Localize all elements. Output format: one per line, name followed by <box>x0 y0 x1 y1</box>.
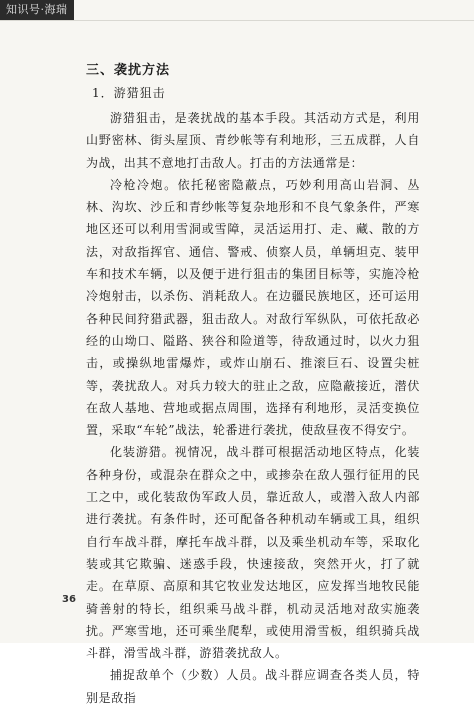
watermark: 知识号·海瑞 <box>0 0 74 20</box>
paragraph-intro: 游猎狙击，是袭扰战的基本手段。其活动方式是，利用山野密林、街头屋顶、青纱帐等有利地形，三五成群，人自为战，出其不意地打击敌人。打击的方法通常是： <box>86 111 420 170</box>
paragraph-cold-shots: 冷枪冷炮。依托秘密隐蔽点，巧妙利用高山岩洞、丛林、沟坎、沙丘和青纱帐等复杂地形和不良气象条件，严寒地区还可以利用雪洞或雪障，灵活运用打、走、藏、散的方法，对敌指挥官、通信、警戒、侦察人员，单辆坦克、装甲车和技术车辆，以及便于进行狙击的集团目标等，实施冷枪冷炮射击，以杀伤、消耗敌人。在边疆民族地区，还可运用各种民间狩猎武器，狙击敌人。对敌行军纵队，可依托敌必经的山坳口、隘路、狭谷和险道等，待敌通过时，以火力狙击，或操纵地雷爆炸，或炸山崩石、推滚巨石、设置尖桩等，袭扰敌人。对兵力较大的驻止之敌，应隐蔽接近，潜伏在敌人基地、营地或据点周围，选择有利地形，灵活变换位置，采取“车轮”战法，轮番进行袭扰，使敌昼夜不得安宁。 <box>86 177 420 438</box>
page-content <box>86 62 420 709</box>
paragraph-capture: 捕捉敌单个（少数）人员。战斗群应调查各类人员，特别是敌指 <box>86 668 420 705</box>
subsection-heading: 1．游猎狙击 <box>92 86 166 100</box>
page-number: 36 <box>62 594 76 605</box>
paragraph-disguise: 化装游猎。视情况，战斗群可根据活动地区特点，化装各种身份，或混杂在群众之中，或掺杂在敌人强行征用的民工之中，或化装敌伪军政人员，靠近敌人，或潜入敌人内部进行袭扰。有条件时，还可配备各种机动车辆或工具，组织自行车战斗群，摩托车战斗群，以及乘坐机动车等，采取化装或其它欺骗、迷惑手段，快速接敌，突然开火，打了就走。在草原、高原和其它牧业发达地区，应发挥当地牧民能骑善射的特长，组织乘马战斗群，机动灵活地对敌实施袭扰。严寒雪地，还可乘坐爬犁，或使用滑雪板，组织骑兵战斗群，滑雪战斗群，游猎袭扰敌人。 <box>86 445 420 661</box>
section-heading: 三、袭扰方法 <box>86 63 171 78</box>
page-top-edge <box>0 20 474 21</box>
